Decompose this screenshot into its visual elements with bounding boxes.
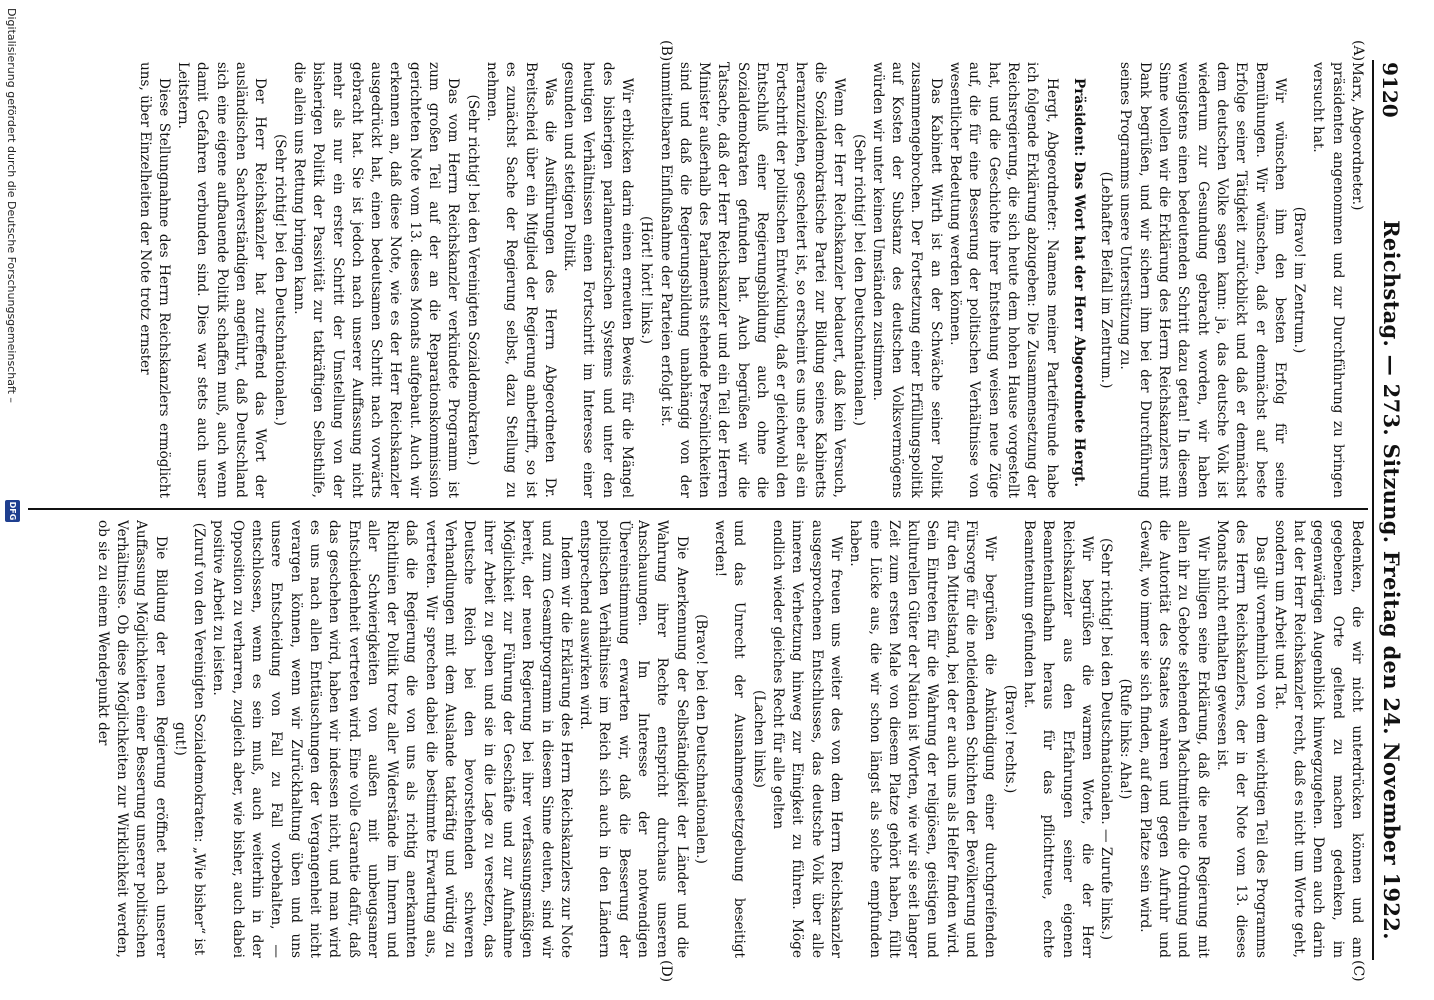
- column-divider: [28, 508, 1368, 510]
- page-header: [1374, 0, 1434, 1000]
- paragraph: Die Anerkennung der Selbständigkeit der Länder und die Wahrung ihrer Rechte entspricht durchaus unseren Anschauungen. Im Interesse der notwendigen Übereinstimmung erwarten wir, daß die Besserung der politischen Verhältnisse im Reich sich auch in den Ländern entsprechend auswirken wird.: [577, 520, 690, 958]
- interjection: (Hört! hört! links.): [638, 215, 655, 345]
- interjection: (Bravo! bei den Deutschnationalen.): [692, 614, 709, 864]
- paragraph: Diese Stellungnahme des Herrn Reichskanzlers ermöglicht uns, über Einzelheiten der Note trotz ernster: [136, 62, 172, 498]
- paragraph: Wir freuen uns weiter des von dem Herrn Reichskanzler ausgesprochenen Entschlusses, das deutsche Volk über alle inneren Verhetzung hinweg zur Einigkeit zu führen. Möge endlich wieder gleiches Recht für alle gelten: [770, 520, 844, 958]
- interjection: (Lachen links): [750, 690, 767, 788]
- interjection: (Bravo! rechts.): [1001, 684, 1018, 794]
- interjection: (Lebhafter Beifall im Zentrum.): [1098, 171, 1115, 389]
- margin-mark-d: (D): [658, 960, 674, 983]
- running-head: Reichstag. — 273. Sitzung. Freitag den 24. November 1922.: [1379, 220, 1404, 940]
- paragraph: Was die Ausführungen des Herrn Abgeordneten Dr. Breitscheid über ein Mitglied der Regierung anbetrifft, so ist es zunächst Sache der Regierung selbst, dazu Stellung zu nehmen.: [483, 62, 558, 498]
- dfg-logo-icon: DFG: [5, 500, 20, 522]
- margin-mark-b: (B): [658, 40, 674, 62]
- paragraph: Die Bildung der neuen Regierung eröffnet nach unserer Auffassung Möglichkeiten einer Besserung unserer politischen Verhältnisse. Ob diese Möglichkeiten zur Wirklichkeit werden, ob sie zu einem Wendepunkt der: [94, 520, 169, 958]
- speaker-paragraph: Hergt, Abgeordneter: Namens meiner Parteifreunde habe ich folgende Erklärung abzugeben: Die Zusammensetzung der Reichsregierung, die sich heute dem hohen Hause vorgestellt hat, und die Geschichte ihrer Entstehung weisen neue Züge auf, die für eine Besserung der politischen Verhältnisse von wesentlicher Bedeutung werden können.: [947, 62, 1060, 498]
- interjection: (Sehr richtig! bei den Vereinigten Sozialdemokraten.): [464, 94, 481, 466]
- paragraph: Wir begrüßen die warmen Worte, die der Herr Reichskanzler aus den Erfahrungen seiner eigenen Beamtenlaufbahn heraus für das pflichttreue, echte Beamtentum gefunden hat.: [1020, 520, 1095, 958]
- left-column: [36, 62, 1366, 498]
- footer-text: Digitalisierung gefördert durch die Deutsche Forschungsgemeinschaft –: [5, 8, 18, 403]
- paragraph: Wir begrüßen die Ankündigung einer durchgreifenden Fürsorge für die notleidenden Schichten der Bevölkerung und für den Mittelstand, bei der er auch uns als Helfer finden wird. Sein Eintreten für die Wahrung der religiösen, geistigen und kulturellen Güter der Nation ist Worten, wie wir sie seit langer Zeit zum ersten Male von diesem Platze gehört haben, füllt eine Lücke aus, die wir schon längst als solche empfunden haben.: [847, 520, 999, 958]
- paragraph: und das Unrecht der Ausnahmegesetzgebung beseitigt werden!: [712, 520, 748, 958]
- digitization-credit: [0, 0, 22, 1000]
- speaker-continuation: Marx, Abgeordneter.): [1349, 62, 1365, 211]
- right-column: [36, 520, 1366, 958]
- interjection: (Rufe links: Aha!): [1117, 678, 1134, 800]
- paragraph: präsidenten angenommen und zur Durchführung zu bringen versucht hat.: [1310, 62, 1346, 498]
- margin-mark-c: (C): [1350, 960, 1366, 982]
- header-rule: [1372, 60, 1374, 960]
- president-remark: Präsident: Das Wort hat der Herr Abgeordnete Hergt.: [1070, 78, 1087, 488]
- page-number: 9120: [1378, 62, 1402, 118]
- paragraph: Wir erblicken darin einen erneuten Beweis für die Mängel des bisherigen parlamentarischen Systems und unter den heutigen Verhältnissen einen Fortschritt im Interesse einer gesunden und stetigen Politik.: [561, 62, 636, 498]
- interjection: (Zuruf von den Vereinigten Sozialdemokraten: „Wie bisher“ ist gut!): [171, 522, 208, 956]
- paragraph: Das gilt vornehmlich von dem wichtigen Teil des Programms des Herrn Reichskanzlers, der in der Note vom 13. dieses Monats nicht enthalten gewesen ist.: [1213, 520, 1269, 958]
- paragraph: Das Kabinett Wirth ist an der Schwäche seiner Politik zusammengebrochen. Der Fortsetzung einer Erfüllungspolitik auf Kosten der Substanz des deutschen Volksvermögens würden wir unter keinen Umständen zustimmen.: [869, 62, 944, 498]
- interjection: (Bravo! im Zentrum.): [1291, 206, 1308, 354]
- interjection: (Sehr richtig! bei den Deutschnationalen. — Zurufe links.): [1098, 537, 1115, 941]
- paragraph: Bedenken, die wir nicht unterdrücken können und am gegebenen Orte geltend zu machen gedenken, im gegenwärtigen Augenblick hinwegzugehen. Denn auch darin hat der Herr Reichskanzler recht, daß es nicht um Worte geht, sondern um Arbeit und Tat.: [1271, 520, 1365, 958]
- paragraph: Der Herr Reichskanzler hat zutreffend das Wort der ausländischen Sachverständigen angeführt, daß Deutschland sich eine eigene aufbauende Politik schaffen muß, auch wenn damit Gefahren verbunden sind. Dies war stets auch unser Leitstern.: [175, 62, 269, 498]
- interjection: (Sehr richtig! bei den Deutschnationalen.): [271, 134, 288, 426]
- paragraph: Wir billigen seine Erklärung, daß die neue Regierung mit allen ihr zu Gebote stehenden Machtmitteln die Ordnung und die Autorität des Staates wahren und gegen Aufruhr und Gewalt, wo immer sie sich finden, auf dem Platze sein wird.: [1136, 520, 1211, 958]
- margin-mark-a: (A): [1350, 40, 1366, 62]
- interjection: (Sehr richtig! bei den Deutschnationalen.): [850, 134, 867, 426]
- paragraph: Wenn der Herr Reichskanzler bedauert, daß kein Versuch, die Sozialdemokratische Partei zur Bildung seines Kabinetts heranzuziehen, gescheitert ist, so erscheint es uns eher als ein Fortschritt der politischen Entwicklung, daß er gleichwohl den Entschluß einer Regierungsbildung auch ohne die Sozialdemokraten gefunden hat. Auch begrüßen wir die Tatsache, daß der Herr Reichskanzler und ein Teil der Herren Minister außerhalb des Parlaments stehende Persönlichkeiten sind und daß die Regierungsbildung unabhängig von der unmittelbaren Einflußnahme der Parteien erfolgt ist.: [657, 62, 848, 498]
- paragraph: Indem wir die Erklärung des Herrn Reichskanzlers zur Note und zum Gesamtprogramm in diesem Sinne deuten, sind wir bereit, der neuen Regierung bei ihrer verfassungsmäßigen Möglichkeit zur Führung der Geschäfte und zur Aufnahme ihrer Arbeit zu geben und sie in die Lage zu versetzen, das Deutsche Reich bei den bevorstehenden schweren Verhandlungen mit dem Auslande tatkräftig und würdig zu vertreten. Wir sprechen dabei die bestimmte Erwartung aus, daß die Regierung die von uns als richtig anerkannten Richtlinien der Politik trotz aller Widerstände im Innern und aller Schwierigkeiten von außen mit unbeugsamer Entschiedenheit vertreten wird. Eine volle Garantie dafür, daß das geschehen wird, haben wir indessen nicht, und man wird es uns nach allen Enttäuschungen der Vergangenheit nicht verargen können, wenn wir Zurückhaltung üben und uns unsere Entscheidung von Fall zu Fall vorbehalten, — entschlossen, wenn es sein muß, auch weiterhin in der Opposition zu verharren, zugleich aber, wie bisher, auch dabei positive Arbeit zu leisten.: [210, 520, 574, 958]
- paragraph: Das vom Herrn Reichskanzler verkündete Programm ist zum großen Teil auf der an die Reparationskommission gerichteten Note vom 13. dieses Monats aufgebaut. Auch wir erkennen an, daß diese Note, wie es der Herr Reichskanzler ausgedrückt hat, einen bedeutsamen Schritt nach vorwärts gebracht hat. Sie ist jedoch nach unserer Auffassung nicht mehr als nur ein erster Schritt der Umstellung von der bisherigen Politik der Passivität zur tatkräftigen Selbsthilfe, die allein uns Rettung bringen kann.: [290, 62, 462, 498]
- paragraph: Wir wünschen ihm den besten Erfolg für seine Bemühungen. Wir wünschen, daß er demnächst auf beste Erfolge seiner Tätigkeit zurückblickt und daß er demnächst dem deutschen Volke sagen kann: ja, das deutsche Volk ist wiederum zur Gesundung gebracht worden, wir haben wenigstens einen bedeutenden Schritt dazu getan! In diesem Sinne wollen wir die Erklärung des Herrn Reichskanzlers mit Dank begrüßen, und wir sichern ihm bei der Durchführung seines Programms unsere Unterstützung zu.: [1117, 62, 1288, 498]
